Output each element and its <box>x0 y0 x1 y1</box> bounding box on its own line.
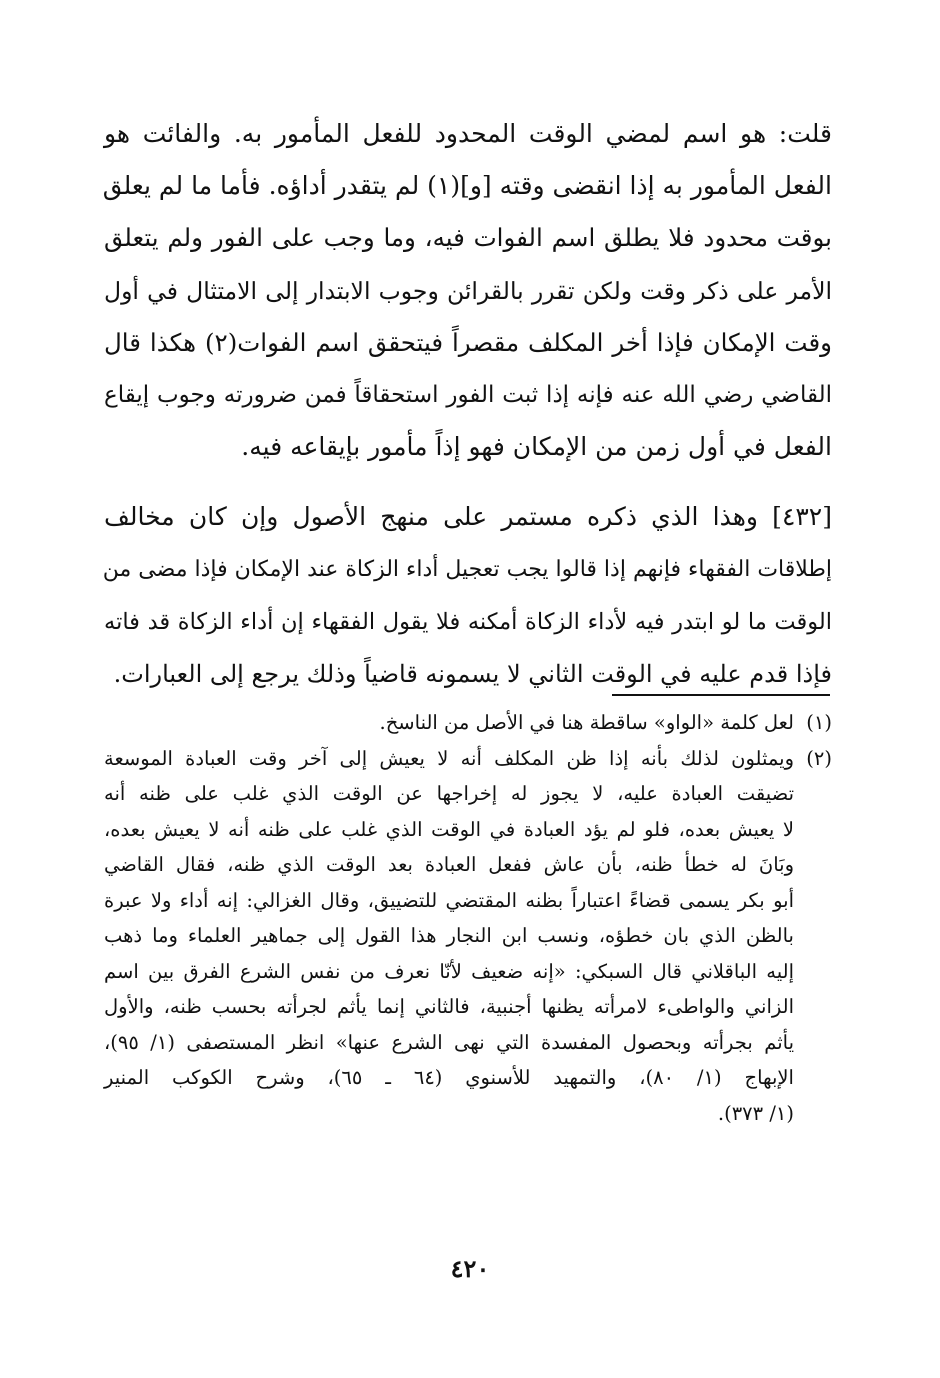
page-number: ٤٢٠ <box>450 1254 490 1283</box>
footnotes <box>104 705 832 1131</box>
footnote-separator <box>612 694 830 696</box>
text-line: [٤٣٢] وهذا الذي ذكره مستمر على منهج الأصول وإن كان مخالف <box>104 502 832 532</box>
footnote-number: (٢) <box>806 746 832 770</box>
footnote-line: الإبهاج (١/ ٨٠)، والتمهيد للأسنوي (٦٤ ـ ٦٥)، وشرح الكوكب المنير <box>104 1066 794 1089</box>
footnote-line: وبَانَ له خطأ ظنه، بأن عاش ففعل العبادة بعد الوقت الذي ظنه، فقال القاضي <box>104 853 794 876</box>
text-line: الوقت ما لو ابتدر فيه لأداء الزكاة أمكنه فلا يقول الفقهاء إن أداء الزكاة قد فاته <box>104 608 832 635</box>
footnote-line: إليه الباقلاني قال السبكي: «إنه ضعيف لأنّا نعرف من نفس الشرع الفرق بين اسم <box>104 959 794 983</box>
footnote-line: لا يعيش بعده، فلو لم يؤد العبادة في الوقت الذي غلب على ظنه أنه لا يعيش بعده، <box>104 817 794 841</box>
main-text <box>104 108 832 700</box>
footnote-body <box>104 705 794 741</box>
text-line: وقت الإمكان فإذا أخر المكلف مقصراً فيتحقق اسم الفوات(٢) هكذا قال <box>104 327 833 357</box>
footnote-line: بالظن الذي بان خطؤه، ونسب ابن النجار هذا القول إلى جماهير العلماء وما ذهب <box>104 924 794 947</box>
text-line: بوقت محدود فلا يطلق اسم الفوات فيه، وما وجب على الفور ولم يتعلق <box>104 223 832 253</box>
footnote-body <box>104 741 794 1132</box>
footnote-line: لعل كلمة «الواو» ساقطة هنا في الأصل من الناسخ. <box>379 711 794 734</box>
footnote-number: (١) <box>806 711 832 734</box>
text-line: القاضي رضي الله عنه فإنه إذا ثبت الفور استحقاقاً فمن ضرورته وجوب إيقاع <box>104 382 832 409</box>
footnote-line: أبو بكر يسمى قضاءً اعتباراً بظنه المقتضي للتضييق، وقال الغزالي: إنه أداء ولا عبرة <box>104 888 794 912</box>
text-line: إطلاقات الفقهاء فإنهم إذا قالوا يجب تعجيل أداء الزكاة عند الإمكان فإذا مضى من <box>102 556 832 582</box>
footnote-2 <box>104 741 832 1132</box>
footnote-line: تضيقت العبادة عليه، لا يجوز له إخراجها عن الوقت الذي غلب على ظنه أنه <box>104 782 794 805</box>
text-line: الفعل في أول زمن من الإمكان فهو إذاً مأمور بإيقاعه فيه. <box>241 432 832 462</box>
footnote-line: (١/ ٣٧٣). <box>717 1101 794 1125</box>
footnote-line: ويمثلون لذلك بأنه إذا ظن المكلف أنه لا يعيش إلى آخر وقت العبادة الموسعة <box>104 746 794 770</box>
footnote-line: الزاني والواطىء لامرأته يظنها أجنبية، فالثاني إنما يأثم لجرأته بحسب ظنه، والأول <box>104 995 794 1018</box>
text-line: قلت: هو اسم لمضي الوقت المحدود للفعل المأمور به. والفائت هو <box>104 119 832 148</box>
footnote-line: يأثم بجرأته وبحصول المفسدة التي نهى الشرع عنها» انظر المستصفى (١/ ٩٥)، <box>104 1030 794 1054</box>
text-line: الأمر على ذكر وقت ولكن تقرر بالقرائن وجوب الابتدار إلى الامتثال في أول <box>104 276 832 305</box>
text-line: فإذا قدم عليه في الوقت الثاني لا يسمونه قاضياً وذلك يرجع إلى العبارات. <box>113 660 832 689</box>
paragraph-1 <box>104 108 832 473</box>
paragraph-2 <box>104 491 832 700</box>
text-line: الفعل المأمور به إذا انقضى وقته [و](١) لم يتقدر أداؤه. فأما ما لم يعلق <box>102 171 832 201</box>
footnote-1 <box>104 705 832 741</box>
